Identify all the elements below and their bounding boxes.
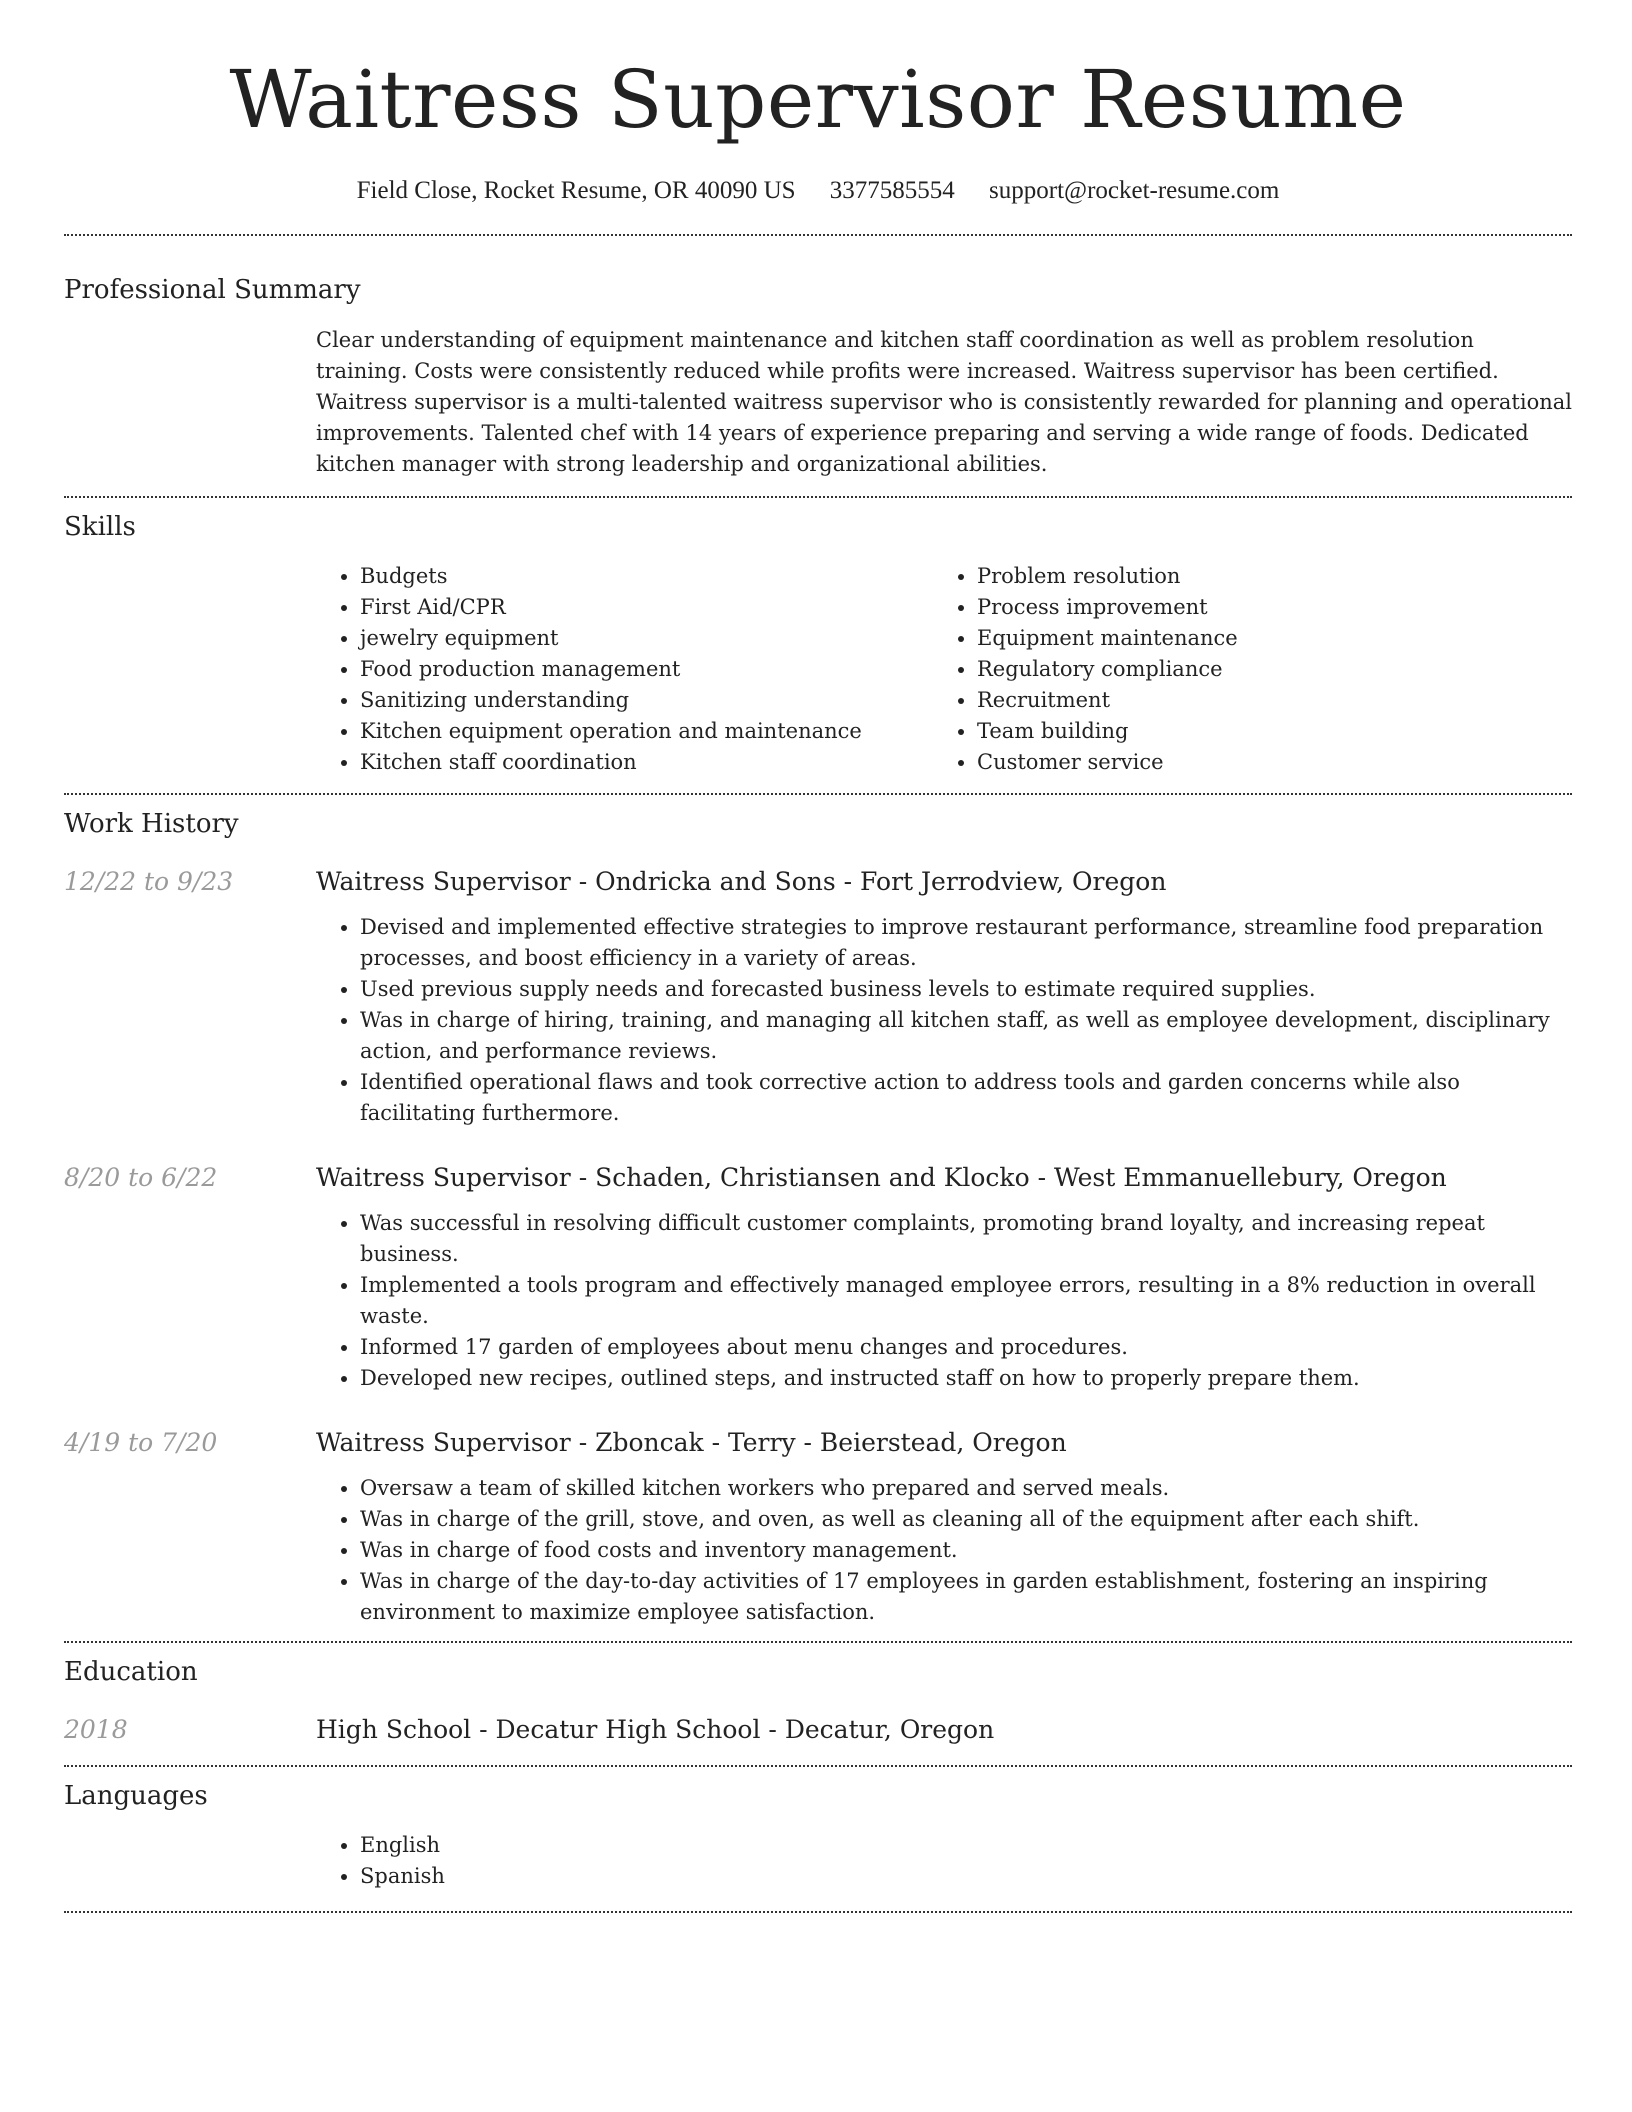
job-heading: Waitress Supervisor - Schaden, Christiansen and Klocko - West Emmanuellebury, Oregon: [316, 1163, 1447, 1192]
resume-title: Waitress Supervisor Resume: [229, 53, 1407, 146]
education-heading: Education: [64, 1657, 198, 1687]
summary-text: Clear understanding of equipment maintenance and kitchen staff coordination as well as problem resolution training. Costs were consistently reduced while profits were increased. Waitress supervisor has been certified. Waitress supervisor is a multi-talented waitress supervisor who is consistently rewarded for planning and operational improvements. Talented chef with 14 years of experience preparing and serving a wide range of foods. Dedicated kitchen manager with strong leadership and organizational abilities.: [316, 328, 1572, 476]
job-bullet: • Informed 17 garden of employees about menu changes and procedures.: [360, 1332, 1572, 1363]
skill-item: • Customer service: [977, 747, 1550, 778]
contact-line: [64, 174, 1572, 208]
resume-page: [64, 0, 1572, 1913]
job-bullet: • Oversaw a team of skilled kitchen workers who prepared and served meals.: [360, 1473, 1572, 1504]
job-bullet: • Developed new recipes, outlined steps, and instructed staff on how to properly prepare them.: [360, 1363, 1572, 1394]
education-date: 2018: [64, 1715, 128, 1744]
job-bullet: • Used previous supply needs and forecasted business levels to estimate required supplies.: [360, 974, 1572, 1005]
languages-list: [316, 1830, 1572, 1892]
job-bullet: • Was in charge of the grill, stove, and oven, as well as cleaning all of the equipment after each shift.: [360, 1504, 1572, 1535]
contact-phone: 3377585554: [829, 177, 955, 204]
skill-item: • Team building: [977, 716, 1550, 747]
education-section: [64, 1643, 1572, 1747]
job-bullets: [316, 912, 1572, 1129]
summary-section: [64, 236, 1572, 480]
skill-item: • Regulatory compliance: [977, 654, 1550, 685]
skills-list-right: [933, 561, 1550, 778]
contact-email: support@rocket-resume.com: [989, 177, 1280, 204]
job-bullet: • Was in charge of food costs and inventory management.: [360, 1535, 1572, 1566]
language-item: • Spanish: [360, 1861, 1572, 1892]
job-heading: Waitress Supervisor - Ondricka and Sons - Fort Jerrodview, Oregon: [316, 867, 1167, 896]
skill-item: • Food production management: [360, 654, 933, 685]
skill-item: • Equipment maintenance: [977, 623, 1550, 654]
skill-item: • Kitchen equipment operation and maintenance: [360, 716, 933, 747]
skills-grid: [316, 561, 1572, 778]
job-bullet: • Identified operational flaws and took corrective action to address tools and garden concerns while also facilitating furthermore.: [360, 1067, 1572, 1129]
languages-content: [316, 1830, 1572, 1892]
skill-item: • First Aid/CPR: [360, 592, 933, 623]
work-section: [64, 795, 1572, 1628]
skills-column-left: [316, 561, 933, 778]
language-item: • English: [360, 1830, 1572, 1861]
job-bullet: • Devised and implemented effective strategies to improve restaurant performance, streamline food preparation processes, and boost efficiency in a variety of areas.: [360, 912, 1572, 974]
skills-heading: Skills: [64, 512, 136, 542]
skills-section: [64, 498, 1572, 778]
skill-item: • Recruitment: [977, 685, 1550, 716]
languages-heading: Languages: [64, 1781, 208, 1811]
job-date: 4/19 to 7/20: [64, 1428, 218, 1457]
job-date: 12/22 to 9/23: [64, 867, 234, 896]
job-bullets: [316, 1473, 1572, 1628]
skill-item: • jewelry equipment: [360, 623, 933, 654]
job-bullet: • Implemented a tools program and effectively managed employee errors, resulting in a 8% reduction in overall waste.: [360, 1270, 1572, 1332]
job-bullet: • Was successful in resolving difficult customer complaints, promoting brand loyalty, and increasing repeat business.: [360, 1208, 1572, 1270]
job-bullet: • Was in charge of hiring, training, and managing all kitchen staff, as well as employee development, disciplinary action, and performance reviews.: [360, 1005, 1572, 1067]
summary-heading: Professional Summary: [64, 275, 361, 305]
job-heading: Waitress Supervisor - Zboncak - Terry - Beierstead, Oregon: [316, 1428, 1067, 1457]
work-heading: Work History: [64, 809, 239, 839]
education-entry: [64, 1713, 1572, 1747]
education-heading-line: High School - Decatur High School - Decatur, Oregon: [316, 1715, 995, 1744]
skills-list-left: [316, 561, 933, 778]
job-entry: [64, 1161, 1572, 1394]
job-entry: [64, 865, 1572, 1129]
summary-content: [316, 325, 1572, 480]
skill-item: • Kitchen staff coordination: [360, 747, 933, 778]
skill-item: • Budgets: [360, 561, 933, 592]
job-bullets: [316, 1208, 1572, 1394]
job-entry: [64, 1426, 1572, 1628]
job-date: 8/20 to 6/22: [64, 1163, 218, 1192]
skill-item: • Problem resolution: [977, 561, 1550, 592]
skill-item: • Sanitizing understanding: [360, 685, 933, 716]
skill-item: • Process improvement: [977, 592, 1550, 623]
languages-section: [64, 1767, 1572, 1892]
contact-address: Field Close, Rocket Resume, OR 40090 US: [356, 177, 796, 204]
job-bullet: • Was in charge of the day-to-day activities of 17 employees in garden establishment, fostering an inspiring environment to maximize employee satisfaction.: [360, 1566, 1572, 1628]
skills-column-right: [933, 561, 1550, 778]
divider: [64, 1911, 1572, 1913]
